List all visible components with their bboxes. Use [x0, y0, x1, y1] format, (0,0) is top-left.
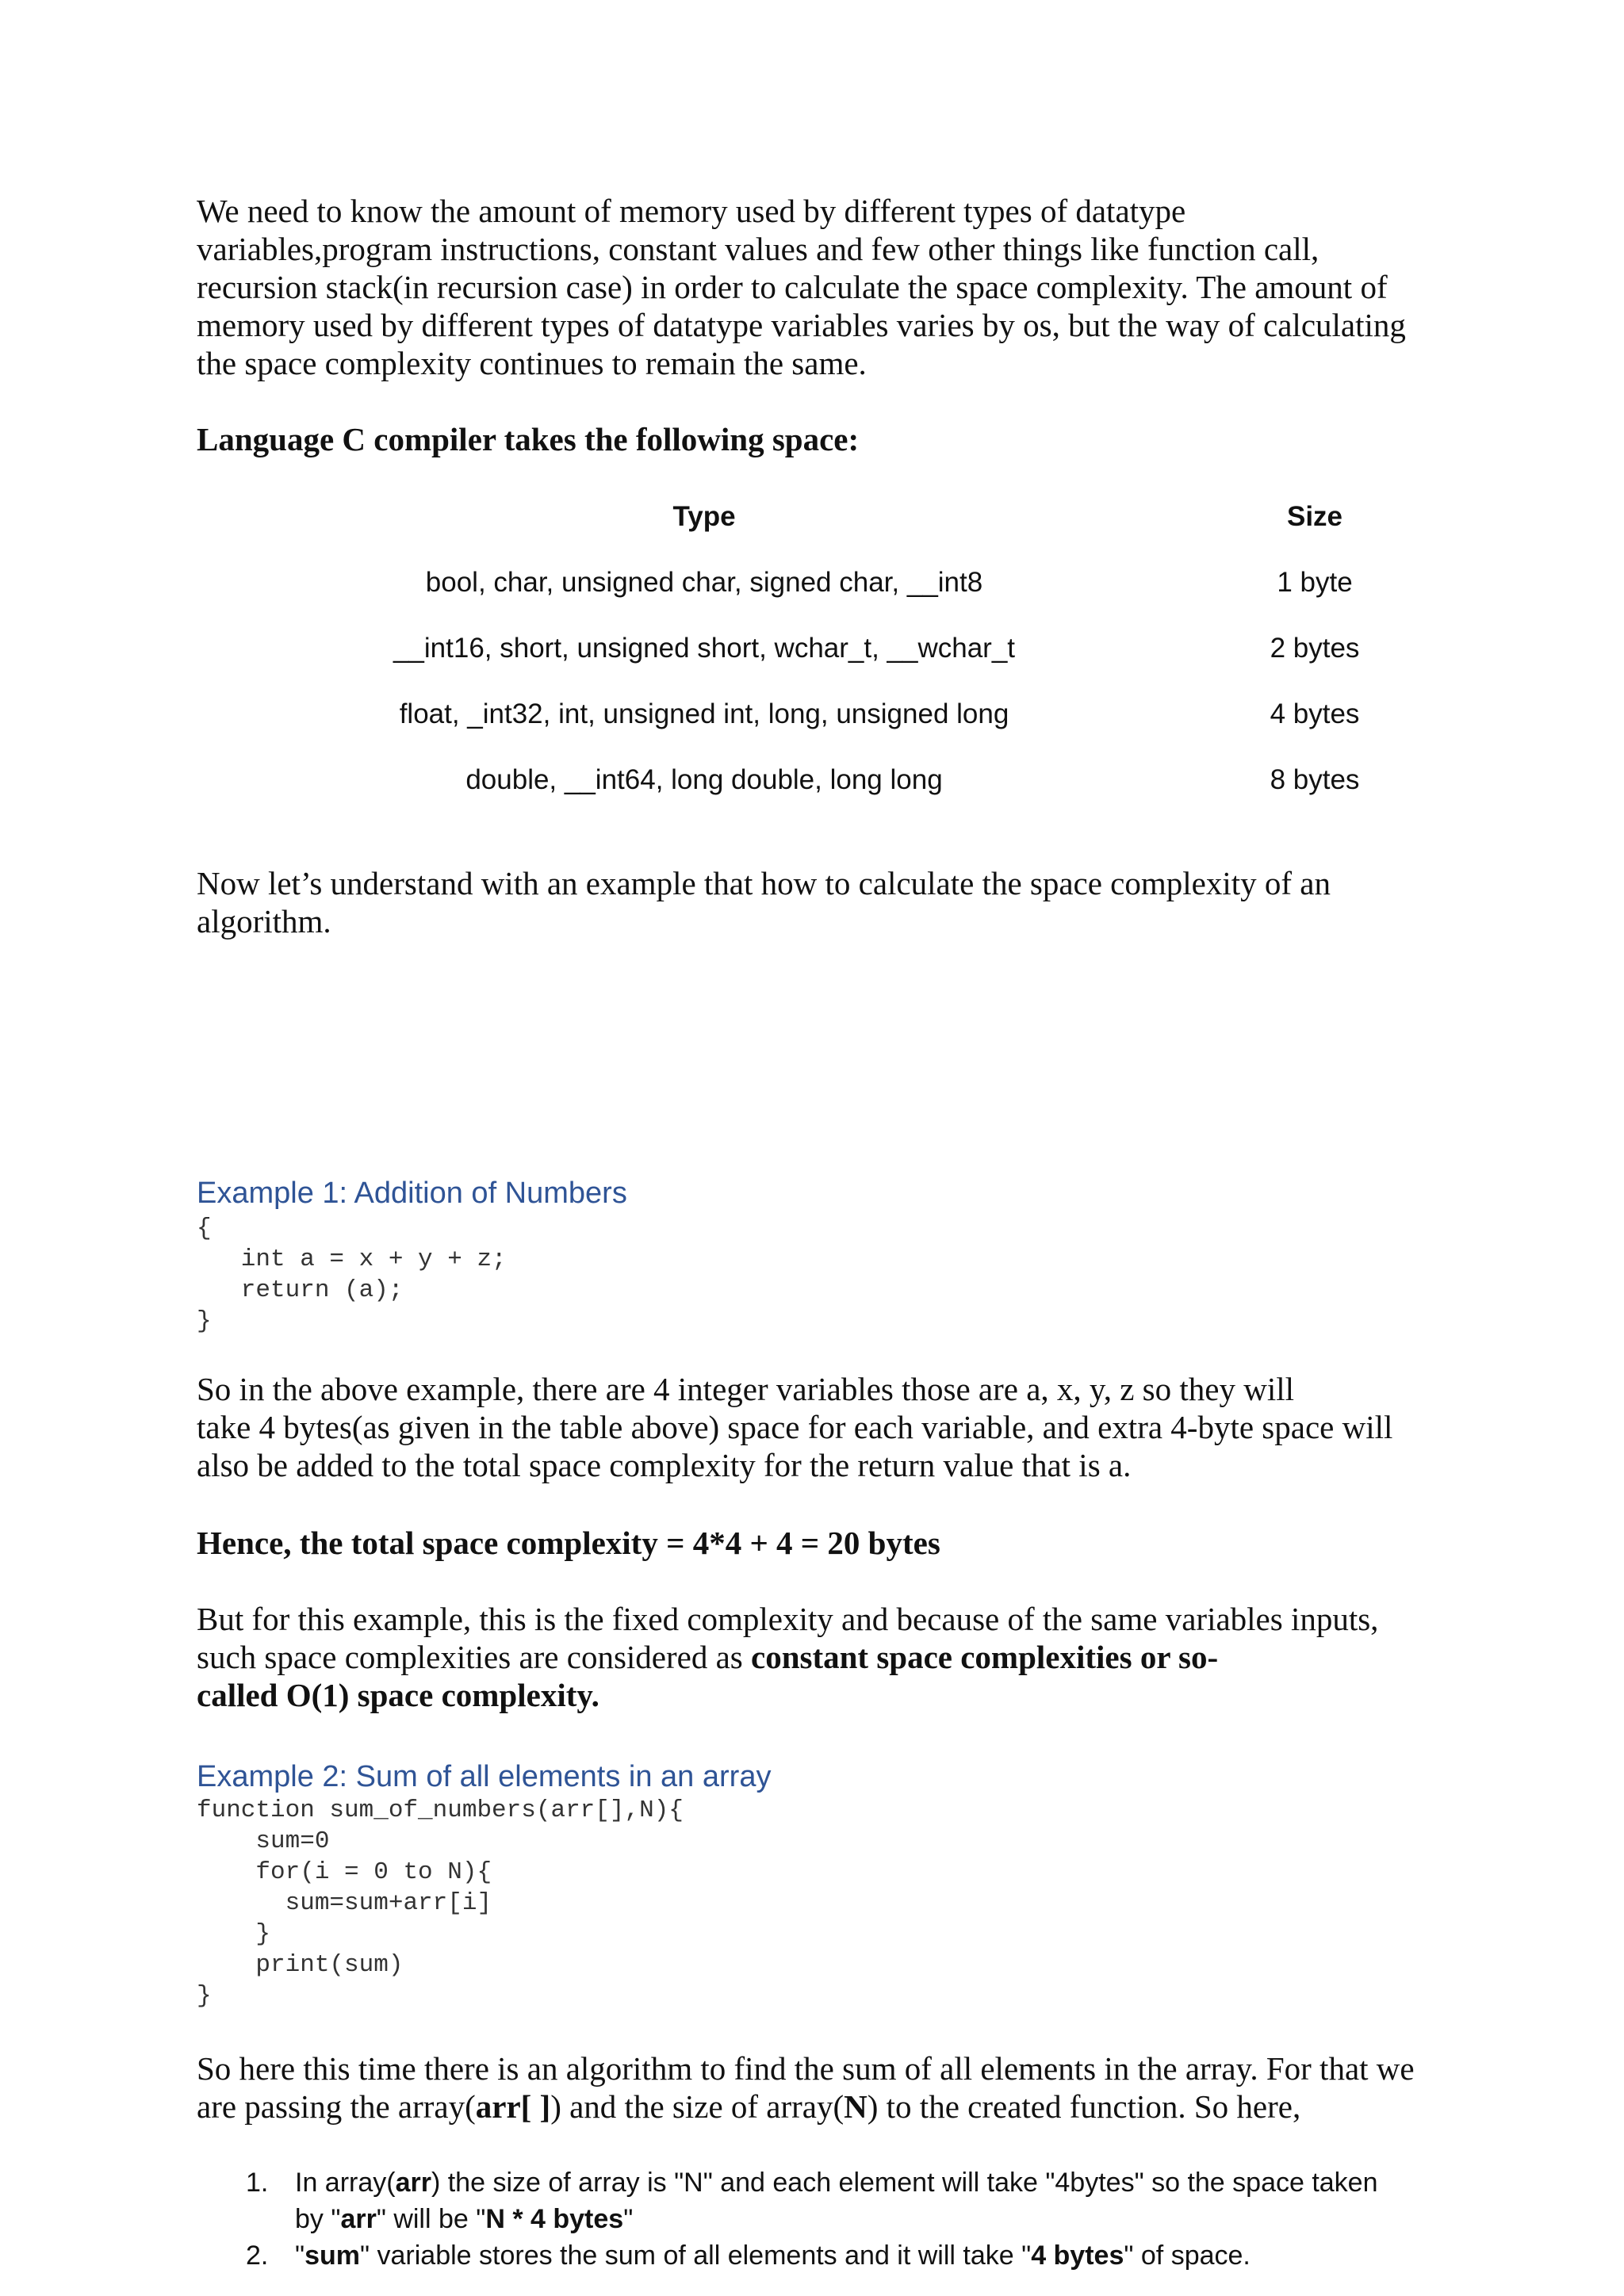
size-cell: 2 bytes: [1270, 633, 1360, 664]
code-line: int a = x + y + z;: [197, 1246, 507, 1273]
now-paragraph: [197, 864, 1434, 940]
text-run: In array(: [295, 2168, 396, 2198]
size-cell: 8 bytes: [1270, 764, 1360, 795]
document-page: [197, 192, 1434, 2271]
code-line: {: [197, 1215, 212, 1242]
table-row: [197, 633, 1434, 698]
text-run: ) and the size of array(: [550, 2088, 845, 2125]
text-run: by ": [295, 2204, 341, 2234]
arr-bold: arr: [340, 2204, 377, 2234]
constant-complexity-paragraph: [197, 1600, 1434, 1714]
example-2-line-2: [197, 2087, 1434, 2126]
table-row: [197, 764, 1434, 830]
size-table: [197, 501, 1434, 830]
explain-line: take 4 bytes(as given in the table above) space for each variable, and extra 4-byte space will: [197, 1409, 1393, 1445]
text-run: " of space.: [1124, 2241, 1251, 2271]
table-row: [197, 567, 1434, 633]
constant-line-3: [197, 1676, 1434, 1714]
list-number: 1.: [246, 2168, 269, 2198]
column-header-size: Size: [1286, 501, 1343, 532]
explain-line: So in the above example, there are 4 integer variables those are a, x, y, z so they will: [197, 1371, 1295, 1407]
code-line: function sum_of_numbers(arr[],N){: [197, 1797, 684, 1824]
code-line: for(i = 0 to N){: [197, 1858, 492, 1886]
list-item: [246, 2237, 1435, 2274]
intro-line: variables,program instructions, constant values and few other things like function call,: [197, 231, 1320, 267]
example-1-explanation: [197, 1370, 1434, 1484]
example-1-code: [197, 1213, 1434, 1337]
compiler-heading: Language C compiler takes the following space:: [197, 421, 860, 457]
numbered-list: [246, 2164, 1435, 2274]
arr-bold: arr[ ]: [475, 2088, 551, 2125]
type-cell: __int16, short, unsigned short, wchar_t, __wchar_t: [393, 633, 1016, 664]
example-2-heading: Example 2: Sum of all elements in an array: [197, 1760, 772, 1793]
example-2-line-1: So here this time there is an algorithm to find the sum of all elements in the array. For that we: [197, 2050, 1415, 2087]
sum-bold: sum: [304, 2241, 360, 2271]
constant-line-2-text: such space complexities are considered as: [197, 1639, 752, 1675]
intro-line: the space complexity continues to remain the same.: [197, 345, 867, 381]
constant-line-2: [197, 1638, 1434, 1676]
type-cell: bool, char, unsigned char, signed char, __int8: [425, 567, 983, 598]
now-line: algorithm.: [197, 903, 331, 939]
example-2: [197, 1758, 1434, 2011]
text-run: are passing the array(: [197, 2088, 476, 2125]
text-run: ) the size of array is "N" and each element will take "4bytes" so the space taken: [431, 2168, 1378, 2198]
column-header-type: Type: [672, 501, 736, 532]
example-2-paragraph: [197, 2049, 1434, 2126]
example-2-code: [197, 1795, 1434, 2011]
arr-bold: arr: [395, 2168, 431, 2198]
size-cell: 4 bytes: [1270, 698, 1360, 729]
text-run: ": [623, 2204, 634, 2234]
constant-line-1: But for this example, this is the fixed complexity and because of the same variables inputs,: [197, 1601, 1379, 1637]
text-run: " will be ": [376, 2204, 486, 2234]
explain-line: also be added to the total space complexity for the return value that is a.: [197, 1447, 1132, 1483]
intro-paragraph: [197, 192, 1434, 382]
list-number: 2.: [246, 2241, 269, 2271]
type-cell: double, __int64, long double, long long: [465, 764, 943, 795]
constant-line-3-bold: called O(1) space complexity.: [197, 1677, 599, 1713]
code-line: sum=sum+arr[i]: [197, 1889, 492, 1917]
intro-line: recursion stack(in recursion case) in order to calculate the space complexity. The amount of: [197, 269, 1388, 305]
intro-line: We need to know the amount of memory used by different types of datatype: [197, 193, 1186, 229]
now-line: Now let’s understand with an example that how to calculate the space complexity of an: [197, 865, 1331, 901]
table-header-row: [197, 501, 1434, 567]
size-cell: 1 byte: [1277, 567, 1353, 598]
table-row: [197, 698, 1434, 764]
code-line: }: [197, 1920, 271, 1948]
intro-line: memory used by different types of datatype variables varies by os, but the way of calculating: [197, 307, 1406, 343]
code-line: print(sum): [197, 1951, 404, 1979]
list-item: [246, 2164, 1435, 2237]
text-run: " variable stores the sum of all elements and it will take ": [360, 2241, 1032, 2271]
example-1-heading: Example 1: Addition of Numbers: [197, 1177, 627, 1210]
example-1: [197, 1175, 1434, 1337]
code-line: }: [197, 1307, 212, 1335]
constant-line-2-bold: constant space complexities or so-: [751, 1639, 1219, 1675]
type-cell: float, _int32, int, unsigned int, long, unsigned long: [399, 698, 1009, 729]
code-line: sum=0: [197, 1827, 330, 1855]
n-times-4-bold: N * 4 bytes: [485, 2204, 624, 2234]
code-line: }: [197, 1982, 212, 2010]
n-bold: N: [844, 2088, 868, 2125]
text-run: ": [295, 2241, 305, 2271]
four-bytes-bold: 4 bytes: [1031, 2241, 1124, 2271]
text-run: ) to the created function. So here,: [867, 2088, 1301, 2125]
total-space-statement: Hence, the total space complexity = 4*4 + 4 = 20 bytes: [197, 1525, 940, 1561]
code-line: return (a);: [197, 1276, 404, 1304]
